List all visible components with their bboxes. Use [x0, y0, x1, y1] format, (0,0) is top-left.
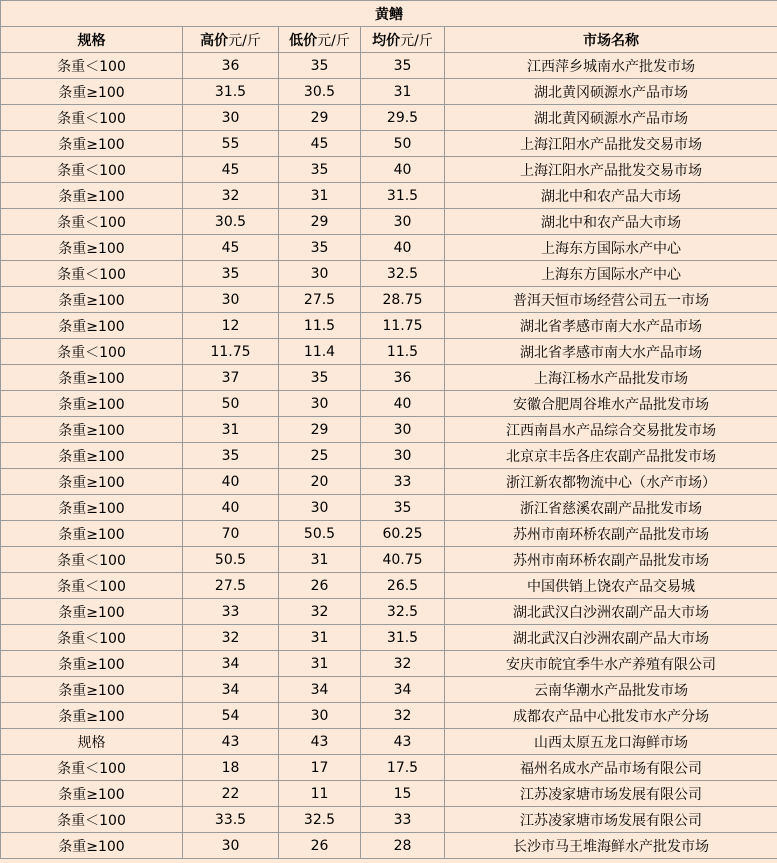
- cell-spec: 条重≥100: [1, 495, 183, 521]
- cell-spec: 条重≥100: [1, 651, 183, 677]
- cell-low-price: 32.5: [279, 807, 361, 833]
- table-row: [1, 599, 777, 625]
- table-row: [1, 287, 777, 313]
- table-row: [1, 833, 777, 859]
- cell-market: 苏州市南环桥农副产品批发市场: [445, 521, 777, 547]
- cell-market: 中国供销上饶农产品交易城: [445, 573, 777, 599]
- cell-spec: 条重≥100: [1, 469, 183, 495]
- cell-low-price: 35: [279, 235, 361, 261]
- cell-low-price: 50.5: [279, 521, 361, 547]
- cell-market: 福州名成水产品市场有限公司: [445, 755, 777, 781]
- table-row: [1, 677, 777, 703]
- table-title: 黄鳝: [1, 1, 777, 27]
- table-row: [1, 781, 777, 807]
- table-row: [1, 755, 777, 781]
- cell-avg-price: 29.5: [361, 105, 445, 131]
- header-spec: 规格: [1, 27, 183, 53]
- cell-avg-price: 40: [361, 391, 445, 417]
- cell-avg-price: 11.75: [361, 313, 445, 339]
- cell-avg-price: 50: [361, 131, 445, 157]
- cell-avg-price: 36: [361, 365, 445, 391]
- cell-spec: 条重≥100: [1, 365, 183, 391]
- cell-avg-price: 31.5: [361, 625, 445, 651]
- cell-low-price: 30.5: [279, 79, 361, 105]
- cell-avg-price: 35: [361, 53, 445, 79]
- cell-low-price: 27.5: [279, 287, 361, 313]
- cell-market: 上海江阳水产品批发交易市场: [445, 131, 777, 157]
- table-row: [1, 183, 777, 209]
- cell-spec: 条重≥100: [1, 183, 183, 209]
- cell-avg-price: 11.5: [361, 339, 445, 365]
- table-row: [1, 261, 777, 287]
- cell-market: 上海江阳水产品批发交易市场: [445, 157, 777, 183]
- cell-high-price: 35: [183, 443, 279, 469]
- header-avg-unit: 元/斤: [400, 32, 433, 49]
- table-row: [1, 495, 777, 521]
- cell-low-price: 29: [279, 209, 361, 235]
- cell-avg-price: 32.5: [361, 261, 445, 287]
- cell-market: 上海东方国际水产中心: [445, 235, 777, 261]
- cell-spec: 条重≥100: [1, 833, 183, 859]
- table-row: [1, 521, 777, 547]
- cell-low-price: 29: [279, 105, 361, 131]
- title-row: [1, 1, 777, 27]
- cell-low-price: 30: [279, 495, 361, 521]
- cell-low-price: 31: [279, 651, 361, 677]
- table-row: [1, 235, 777, 261]
- cell-low-price: 25: [279, 443, 361, 469]
- table-row: [1, 469, 777, 495]
- cell-avg-price: 30: [361, 209, 445, 235]
- cell-avg-price: 31.5: [361, 183, 445, 209]
- cell-high-price: 30: [183, 287, 279, 313]
- cell-market: 江西南昌水产品综合交易批发市场: [445, 417, 777, 443]
- cell-high-price: 50.5: [183, 547, 279, 573]
- cell-avg-price: 15: [361, 781, 445, 807]
- header-row: [1, 27, 777, 53]
- cell-spec: 条重≥100: [1, 313, 183, 339]
- cell-high-price: 40: [183, 469, 279, 495]
- cell-avg-price: 40: [361, 235, 445, 261]
- cell-low-price: 45: [279, 131, 361, 157]
- cell-low-price: 31: [279, 547, 361, 573]
- table-row: [1, 131, 777, 157]
- cell-avg-price: 33: [361, 807, 445, 833]
- cell-avg-price: 40.75: [361, 547, 445, 573]
- cell-low-price: 30: [279, 391, 361, 417]
- cell-market: 成都农产品中心批发市水产分场: [445, 703, 777, 729]
- table-row: [1, 209, 777, 235]
- cell-spec: 条重≥100: [1, 131, 183, 157]
- cell-market: 湖北武汉白沙洲农副产品大市场: [445, 625, 777, 651]
- cell-low-price: 26: [279, 833, 361, 859]
- cell-spec: 条重≥100: [1, 521, 183, 547]
- table-row: [1, 79, 777, 105]
- cell-market: 湖北武汉白沙洲农副产品大市场: [445, 599, 777, 625]
- table-row: [1, 807, 777, 833]
- cell-low-price: 34: [279, 677, 361, 703]
- table-row: [1, 573, 777, 599]
- cell-high-price: 36: [183, 53, 279, 79]
- cell-low-price: 32: [279, 599, 361, 625]
- cell-market: 普洱天恒市场经营公司五一市场: [445, 287, 777, 313]
- cell-high-price: 11.75: [183, 339, 279, 365]
- table-row: [1, 391, 777, 417]
- header-high-unit: 元/斤: [228, 32, 261, 49]
- cell-spec: 条重≥100: [1, 79, 183, 105]
- cell-spec: 规格: [1, 729, 183, 755]
- cell-spec: 条重＜100: [1, 547, 183, 573]
- cell-market: 云南华潮水产品批发市场: [445, 677, 777, 703]
- table-row: [1, 651, 777, 677]
- cell-avg-price: 32: [361, 651, 445, 677]
- cell-market: 上海江杨水产品批发市场: [445, 365, 777, 391]
- cell-low-price: 26: [279, 573, 361, 599]
- cell-low-price: 11: [279, 781, 361, 807]
- cell-low-price: 11.5: [279, 313, 361, 339]
- table-row: [1, 703, 777, 729]
- cell-low-price: 11.4: [279, 339, 361, 365]
- cell-low-price: 20: [279, 469, 361, 495]
- cell-low-price: 35: [279, 365, 361, 391]
- table-row: [1, 443, 777, 469]
- cell-spec: 条重≥100: [1, 391, 183, 417]
- cell-spec: 条重＜100: [1, 625, 183, 651]
- header-avg-price: [361, 27, 445, 53]
- cell-avg-price: 28: [361, 833, 445, 859]
- cell-avg-price: 31: [361, 79, 445, 105]
- header-low-label: 低价: [289, 32, 318, 49]
- header-low-price: [279, 27, 361, 53]
- cell-high-price: 54: [183, 703, 279, 729]
- cell-spec: 条重≥100: [1, 703, 183, 729]
- cell-spec: 条重≥100: [1, 781, 183, 807]
- cell-market: 湖北黄冈硕源水产品市场: [445, 79, 777, 105]
- table-row: [1, 729, 777, 755]
- cell-avg-price: 26.5: [361, 573, 445, 599]
- cell-high-price: 12: [183, 313, 279, 339]
- cell-high-price: 55: [183, 131, 279, 157]
- header-market: 市场名称: [445, 27, 777, 53]
- cell-low-price: 30: [279, 261, 361, 287]
- cell-high-price: 34: [183, 677, 279, 703]
- cell-high-price: 33: [183, 599, 279, 625]
- cell-high-price: 43: [183, 729, 279, 755]
- cell-avg-price: 60.25: [361, 521, 445, 547]
- cell-spec: 条重＜100: [1, 209, 183, 235]
- cell-high-price: 32: [183, 183, 279, 209]
- cell-low-price: 43: [279, 729, 361, 755]
- table-row: [1, 53, 777, 79]
- cell-avg-price: 28.75: [361, 287, 445, 313]
- table-row: [1, 417, 777, 443]
- cell-high-price: 31: [183, 417, 279, 443]
- cell-avg-price: 32.5: [361, 599, 445, 625]
- cell-high-price: 30.5: [183, 209, 279, 235]
- cell-market: 安庆市皖宜季牛水产养殖有限公司: [445, 651, 777, 677]
- cell-high-price: 18: [183, 755, 279, 781]
- cell-low-price: 30: [279, 703, 361, 729]
- cell-market: 浙江新农都物流中心（水产市场）: [445, 469, 777, 495]
- header-high-price: [183, 27, 279, 53]
- table-row: [1, 157, 777, 183]
- cell-market: 江西萍乡城南水产批发市场: [445, 53, 777, 79]
- cell-spec: 条重＜100: [1, 157, 183, 183]
- cell-low-price: 31: [279, 625, 361, 651]
- cell-high-price: 33.5: [183, 807, 279, 833]
- cell-spec: 条重≥100: [1, 677, 183, 703]
- cell-high-price: 45: [183, 157, 279, 183]
- cell-avg-price: 30: [361, 417, 445, 443]
- cell-spec: 条重＜100: [1, 807, 183, 833]
- cell-market: 江苏凌家塘市场发展有限公司: [445, 807, 777, 833]
- cell-spec: 条重≥100: [1, 417, 183, 443]
- cell-market: 上海东方国际水产中心: [445, 261, 777, 287]
- cell-high-price: 50: [183, 391, 279, 417]
- cell-high-price: 40: [183, 495, 279, 521]
- header-avg-label: 均价: [372, 32, 401, 49]
- cell-low-price: 17: [279, 755, 361, 781]
- cell-market: 北京京丰岳各庄农副产品批发市场: [445, 443, 777, 469]
- cell-high-price: 70: [183, 521, 279, 547]
- cell-avg-price: 35: [361, 495, 445, 521]
- cell-market: 长沙市马王堆海鲜水产批发市场: [445, 833, 777, 859]
- cell-market: 湖北黄冈硕源水产品市场: [445, 105, 777, 131]
- cell-high-price: 32: [183, 625, 279, 651]
- cell-market: 江苏凌家塘市场发展有限公司: [445, 781, 777, 807]
- cell-spec: 条重＜100: [1, 105, 183, 131]
- cell-high-price: 22: [183, 781, 279, 807]
- cell-high-price: 30: [183, 105, 279, 131]
- cell-market: 湖北中和农产品大市场: [445, 183, 777, 209]
- table-row: [1, 105, 777, 131]
- cell-spec: 条重＜100: [1, 261, 183, 287]
- cell-high-price: 31.5: [183, 79, 279, 105]
- cell-avg-price: 32: [361, 703, 445, 729]
- cell-market: 山西太原五龙口海鲜市场: [445, 729, 777, 755]
- cell-market: 浙江省慈溪农副产品批发市场: [445, 495, 777, 521]
- table-row: [1, 339, 777, 365]
- cell-spec: 条重≥100: [1, 287, 183, 313]
- cell-market: 湖北省孝感市南大水产品市场: [445, 339, 777, 365]
- header-high-label: 高价: [200, 32, 229, 49]
- cell-low-price: 31: [279, 183, 361, 209]
- header-low-unit: 元/斤: [317, 32, 350, 49]
- cell-spec: 条重＜100: [1, 53, 183, 79]
- cell-avg-price: 17.5: [361, 755, 445, 781]
- cell-high-price: 35: [183, 261, 279, 287]
- cell-spec: 条重≥100: [1, 599, 183, 625]
- cell-spec: 条重＜100: [1, 573, 183, 599]
- cell-avg-price: 40: [361, 157, 445, 183]
- cell-avg-price: 33: [361, 469, 445, 495]
- table-row: [1, 313, 777, 339]
- cell-market: 湖北中和农产品大市场: [445, 209, 777, 235]
- cell-avg-price: 30: [361, 443, 445, 469]
- table-row: [1, 625, 777, 651]
- cell-spec: 条重≥100: [1, 443, 183, 469]
- cell-high-price: 45: [183, 235, 279, 261]
- table-row: [1, 547, 777, 573]
- cell-high-price: 37: [183, 365, 279, 391]
- cell-market: 安徽合肥周谷堆水产品批发市场: [445, 391, 777, 417]
- cell-high-price: 34: [183, 651, 279, 677]
- cell-low-price: 29: [279, 417, 361, 443]
- cell-spec: 条重＜100: [1, 339, 183, 365]
- cell-low-price: 35: [279, 53, 361, 79]
- cell-low-price: 35: [279, 157, 361, 183]
- cell-avg-price: 34: [361, 677, 445, 703]
- table-row: [1, 365, 777, 391]
- cell-market: 苏州市南环桥农副产品批发市场: [445, 547, 777, 573]
- cell-avg-price: 43: [361, 729, 445, 755]
- cell-spec: 条重≥100: [1, 235, 183, 261]
- cell-high-price: 27.5: [183, 573, 279, 599]
- cell-high-price: 30: [183, 833, 279, 859]
- cell-spec: 条重＜100: [1, 755, 183, 781]
- cell-market: 湖北省孝感市南大水产品市场: [445, 313, 777, 339]
